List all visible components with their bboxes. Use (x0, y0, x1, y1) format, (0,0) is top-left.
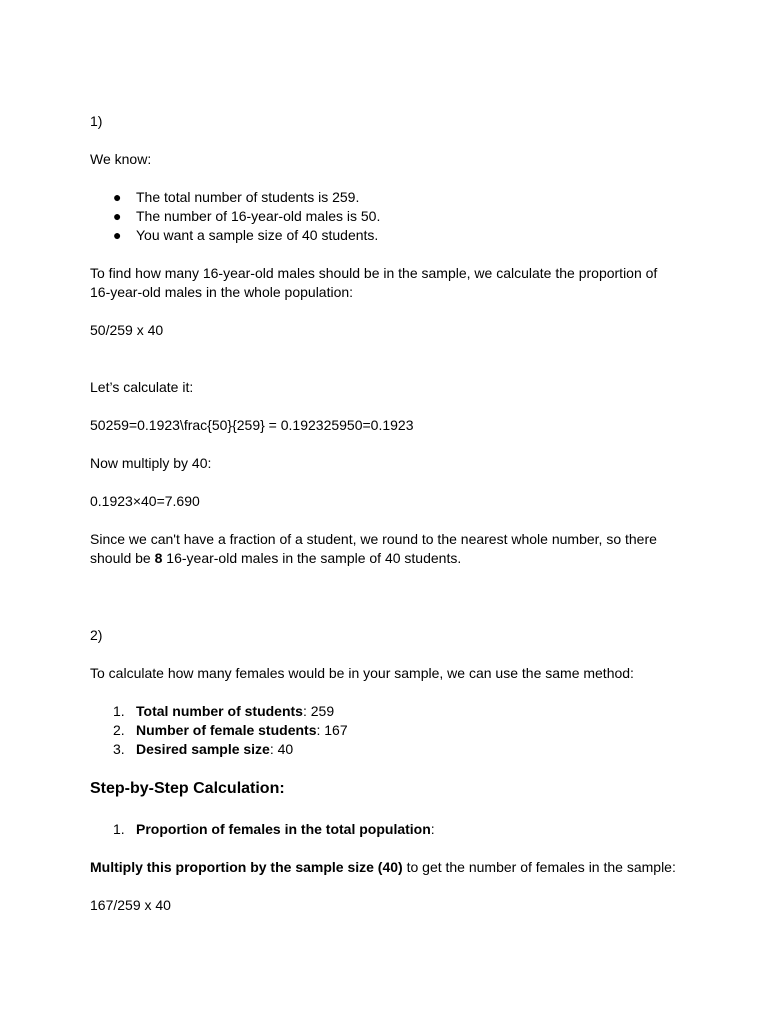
section-2-number: 2) (90, 627, 103, 643)
bullet-dot: ● (113, 189, 122, 205)
list-item-label: Desired sample size (136, 741, 270, 757)
section-1-number: 1) (90, 113, 103, 129)
list-item-value: : 40 (269, 741, 294, 757)
calculation: 50259=0.1923\frac{50}{259} = 0.192325950=0.1923 (90, 417, 414, 433)
conclusion-suffix: 16-year-old males in the sample of 40 students. (162, 550, 462, 566)
paragraph-line: To find how many 16-year-old males should be in the sample, we calculate the proportion of (90, 265, 658, 281)
list-number: 2. (113, 722, 125, 738)
we-know-label: We know: (90, 151, 152, 167)
bullet-dot: ● (113, 208, 122, 224)
list-item-suffix: : (430, 821, 435, 837)
multiply-rest: to get the number of females in the sample: (402, 859, 676, 875)
multiply-instruction (90, 858, 676, 877)
list-item: You want a sample size of 40 students. (136, 227, 379, 243)
list-item: The number of 16-year-old males is 50. (136, 208, 381, 224)
list-item-label: Total number of students (136, 703, 303, 719)
paragraph-line: 16-year-old males in the whole population: (90, 284, 354, 300)
section-heading: Step-by-Step Calculation: (90, 780, 285, 797)
now-multiply-label: Now multiply by 40: (90, 455, 212, 471)
list-number: 1. (113, 821, 125, 837)
lets-calculate-label: Let’s calculate it: (90, 379, 194, 395)
list-number: 3. (113, 741, 125, 757)
list-item: The total number of students is 259. (136, 189, 360, 205)
bullet-dot: ● (113, 227, 122, 243)
conclusion-line (90, 549, 461, 568)
list-item (136, 721, 348, 740)
list-item (136, 702, 334, 721)
list-item (136, 820, 435, 839)
list-item-label: Proportion of females in the total population (136, 821, 431, 837)
formula: 50/259 x 40 (90, 322, 164, 338)
calculation: 0.1923×40=7.690 (90, 493, 200, 509)
formula: 167/259 x 40 (90, 897, 171, 913)
list-number: 1. (113, 703, 125, 719)
conclusion-bold-value: 8 (154, 550, 163, 566)
list-item-value: : 167 (316, 722, 348, 738)
list-item-value: : 259 (302, 703, 335, 719)
section-2-intro: To calculate how many females would be in your sample, we can use the same method: (90, 665, 634, 681)
conclusion-prefix: should be (90, 550, 155, 566)
multiply-bold: Multiply this proportion by the sample size (40) (90, 859, 403, 875)
paragraph-line: Since we can't have a fraction of a student, we round to the nearest whole number, so there (90, 531, 657, 547)
list-item-label: Number of female students (136, 722, 317, 738)
list-item (136, 740, 293, 759)
